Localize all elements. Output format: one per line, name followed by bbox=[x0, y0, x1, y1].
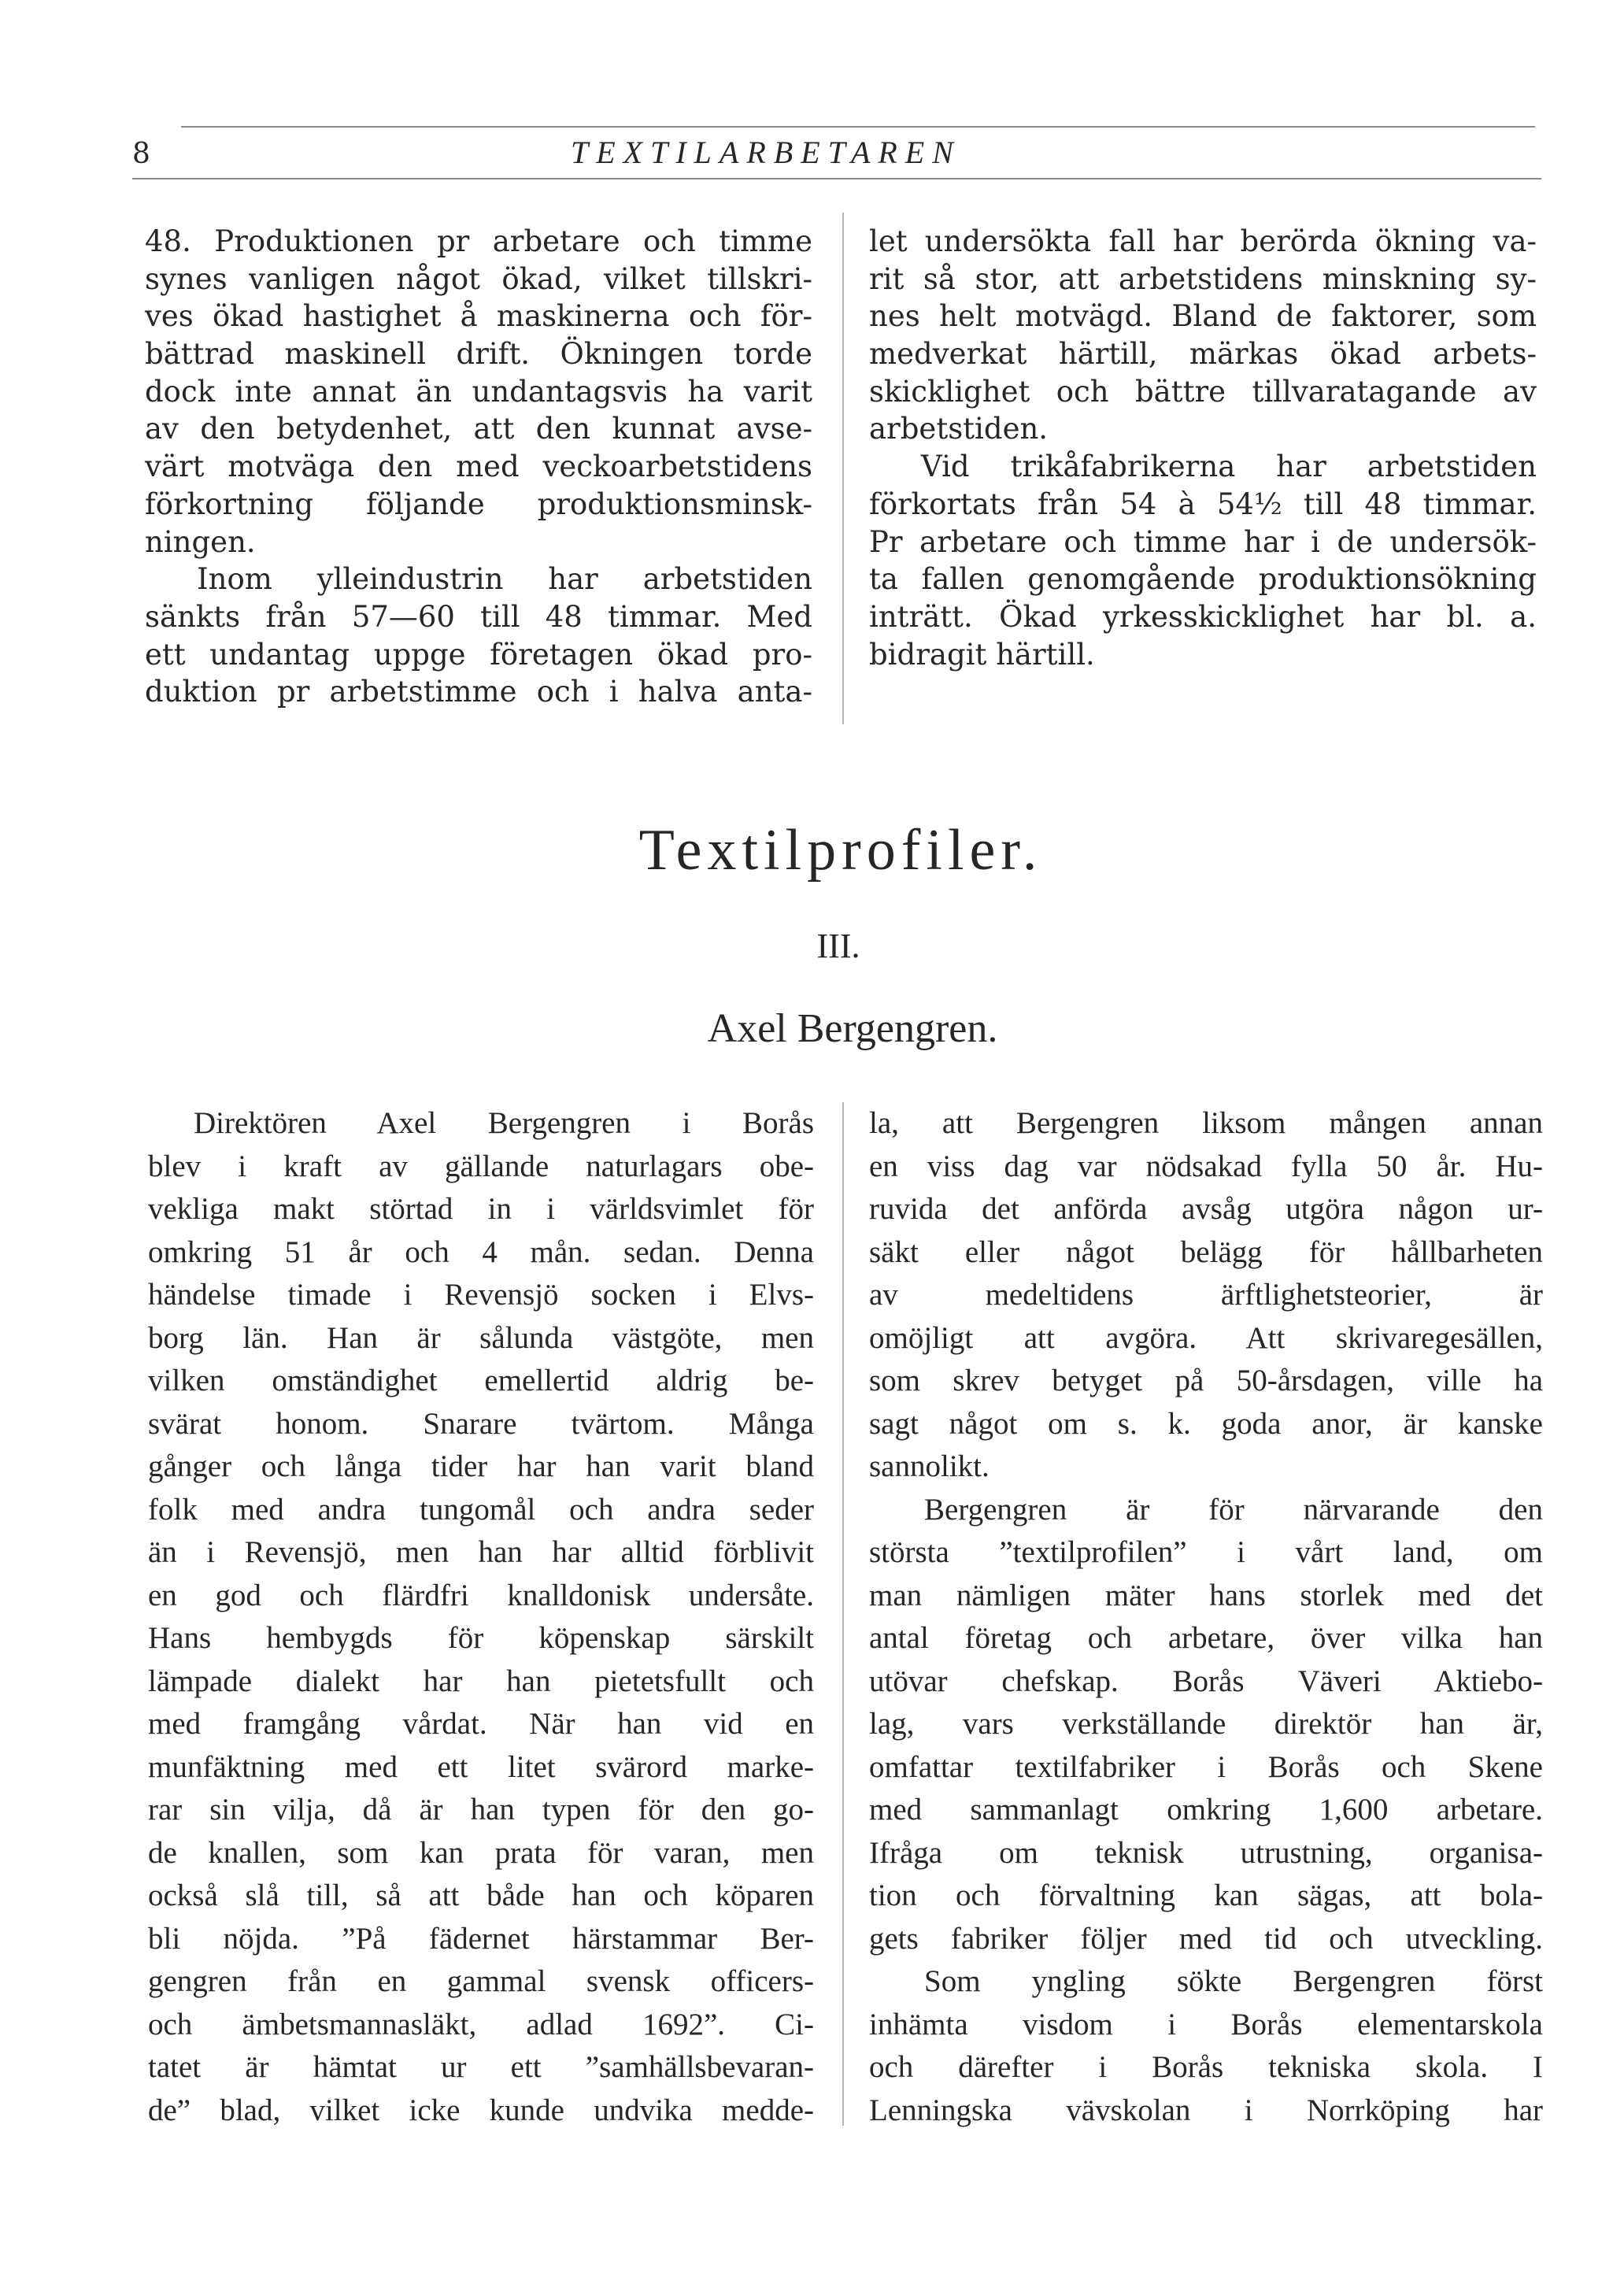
bottom-right-column bbox=[869, 1102, 1543, 2132]
text-line: svärat honom. Snarare tvärtom. Många bbox=[148, 1406, 814, 1441]
text-line: ett undantag uppge företagen ökad pro- bbox=[145, 637, 812, 672]
text-line: ves ökad hastighet å maskinerna och för- bbox=[145, 299, 812, 334]
text-line: inhämta visdom i Borås elementarskola bbox=[869, 2007, 1543, 2041]
article-subject-name: Axel Bergengren. bbox=[707, 1006, 998, 1051]
text-line: gets fabriker följer med tid och utveckling. bbox=[869, 1921, 1543, 1956]
text-line: rit så stor, att arbetstidens minskning sy- bbox=[869, 261, 1537, 296]
text-line: borg län. Han är sålunda västgöte, men bbox=[148, 1320, 814, 1355]
text-line: med framgång vårdat. När han vid en bbox=[148, 1707, 814, 1741]
text-line: lämpade dialekt har han pietetsfullt och bbox=[148, 1664, 814, 1698]
text-line: Hans hembygds för köpenskap särskilt bbox=[148, 1621, 814, 1655]
top-right-column bbox=[869, 223, 1537, 673]
text-line: tatet är hämtat ur ett ”samhällsbevaran- bbox=[148, 2050, 814, 2084]
text-line: antal företag och arbetare, över vilka han bbox=[869, 1621, 1543, 1655]
text-line: med sammanlagt omkring 1,600 arbetare. bbox=[869, 1793, 1543, 1827]
text-line: säkt eller något belägg för hållbarheten bbox=[869, 1234, 1543, 1269]
text-line: rar sin vilja, då är han typen för den go- bbox=[148, 1793, 814, 1827]
text-line: ruvida det anförda avsåg utgöra någon ur- bbox=[869, 1192, 1543, 1226]
text-line: största ”textilprofilen” i vårt land, om bbox=[869, 1535, 1543, 1569]
text-line: en god och flärdfri knalldonisk undersåte. bbox=[148, 1578, 814, 1612]
text-line: synes vanligen något ökad, vilket tillskri- bbox=[145, 261, 812, 296]
page-number: 8 bbox=[132, 138, 150, 170]
text-line: förkortning följande produktionsminsk- bbox=[145, 487, 812, 521]
text-line: och ämbetsmannasläkt, adlad 1692”. Ci- bbox=[148, 2007, 814, 2041]
text-line: ta fallen genomgående produktionsökning bbox=[869, 562, 1537, 597]
text-line: la, att Bergengren liksom mången annan bbox=[869, 1106, 1543, 1140]
header-bottom-rule bbox=[132, 178, 1541, 180]
text-line: dock inte annat än undantagsvis ha varit bbox=[145, 374, 812, 409]
text-line: gengren från en gammal svensk officers- bbox=[148, 1964, 814, 1998]
text-line: Direktören Axel Bergengren i Borås bbox=[194, 1106, 814, 1140]
text-line: Vid trikåfabrikerna har arbetstiden bbox=[921, 450, 1537, 484]
text-line: lag, vars verkställande direktör han är, bbox=[869, 1707, 1543, 1741]
text-line: vilken omständighet emellertid aldrig be- bbox=[148, 1364, 814, 1397]
text-line: förkortats från 54 à 54½ till 48 timmar. bbox=[869, 487, 1537, 521]
bottom-left-column bbox=[148, 1102, 814, 2132]
text-line: folk med andra tungomål och andra seder bbox=[148, 1492, 814, 1527]
text-line: utövar chefskap. Borås Väveri Aktiebo- bbox=[869, 1664, 1543, 1698]
text-line: omöjligt att avgöra. Att skrivaregesällen, bbox=[869, 1320, 1543, 1355]
text-line: medverkat härtill, märkas ökad arbets- bbox=[869, 337, 1537, 372]
bottom-column-divider bbox=[842, 1102, 844, 2126]
top-left-column bbox=[145, 223, 812, 711]
text-line: nes helt motvägd. Bland de faktorer, som bbox=[869, 299, 1537, 334]
text-line: sänkts från 57—60 till 48 timmar. Med bbox=[145, 599, 812, 634]
text-line: let undersökta fall har berörda ökning va- bbox=[869, 224, 1537, 258]
text-line: blev i kraft av gällande naturlagars obe- bbox=[148, 1149, 814, 1183]
text-line: de knallen, som kan prata för varan, men bbox=[148, 1835, 814, 1870]
text-line: Inom ylleindustrin har arbetstiden bbox=[197, 562, 812, 597]
text-line: av den betydenhet, att den kunnat avse- bbox=[145, 412, 812, 446]
text-line: 48. Produktionen pr arbetare och timme bbox=[145, 224, 812, 258]
text-line: av medeltidens ärftlighetsteorier, är bbox=[869, 1278, 1543, 1312]
text-line: bidragit härtill. bbox=[869, 637, 1095, 672]
text-line: Pr arbetare och timme har i de undersök- bbox=[869, 524, 1537, 559]
text-line: de” blad, vilket icke kunde undvika medde- bbox=[148, 2093, 814, 2127]
text-line: omfattar textilfabriker i Borås och Skene bbox=[869, 1749, 1543, 1784]
text-line: också slå till, så att både han och köparen bbox=[148, 1878, 814, 1912]
text-line: bli nöjda. ”På fädernet härstammar Ber- bbox=[148, 1921, 814, 1956]
text-line: Lenningska vävskolan i Norrköping har bbox=[869, 2093, 1543, 2127]
text-line: vekliga makt störtad in i världsvimlet för bbox=[148, 1192, 814, 1226]
article-title: Textilprofiler. bbox=[638, 818, 1043, 883]
text-line: bättrad maskinell drift. Ökningen torde bbox=[145, 337, 812, 372]
running-title: TEXTILARBETAREN bbox=[571, 135, 961, 170]
text-line: arbetstiden. bbox=[869, 412, 1049, 446]
text-line: omkring 51 år och 4 mån. sedan. Denna bbox=[148, 1234, 814, 1269]
text-line: tion och förvaltning kan sägas, att bola- bbox=[869, 1878, 1543, 1912]
text-line: värt motväga den med veckoarbetstidens bbox=[145, 450, 812, 484]
text-line: sagt något om s. k. goda anor, är kanske bbox=[869, 1406, 1543, 1441]
text-line: Som yngling sökte Bergengren först bbox=[924, 1964, 1543, 1998]
text-line: Ifråga om teknisk utrustning, organisa- bbox=[869, 1835, 1543, 1870]
text-line: inträtt. Ökad yrkesskicklighet har bl. a. bbox=[869, 599, 1537, 634]
text-line: Bergengren är för närvarande den bbox=[924, 1492, 1543, 1527]
text-line: gånger och långa tider har han varit bland bbox=[148, 1449, 814, 1483]
article-part-number: III. bbox=[816, 927, 860, 965]
text-line: ningen. bbox=[145, 524, 256, 559]
text-line: sannolikt. bbox=[869, 1449, 990, 1483]
text-line: än i Revensjö, men han har alltid förblivit bbox=[148, 1535, 814, 1569]
text-line: munfäktning med ett litet svärord marke- bbox=[148, 1749, 814, 1784]
text-line: duktion pr arbetstimme och i halva anta- bbox=[145, 675, 812, 709]
header-top-rule bbox=[181, 126, 1535, 128]
text-line: man nämligen mäter hans storlek med det bbox=[869, 1578, 1543, 1612]
text-line: händelse timade i Revensjö socken i Elvs- bbox=[148, 1278, 814, 1312]
text-line: och därefter i Borås tekniska skola. I bbox=[869, 2050, 1543, 2084]
top-column-divider bbox=[842, 213, 844, 724]
text-line: skicklighet och bättre tillvaratagande av bbox=[869, 374, 1537, 409]
text-line: en viss dag var nödsakad fylla 50 år. Hu- bbox=[869, 1149, 1543, 1183]
text-line: som skrev betyget på 50-årsdagen, ville ha bbox=[869, 1364, 1543, 1397]
